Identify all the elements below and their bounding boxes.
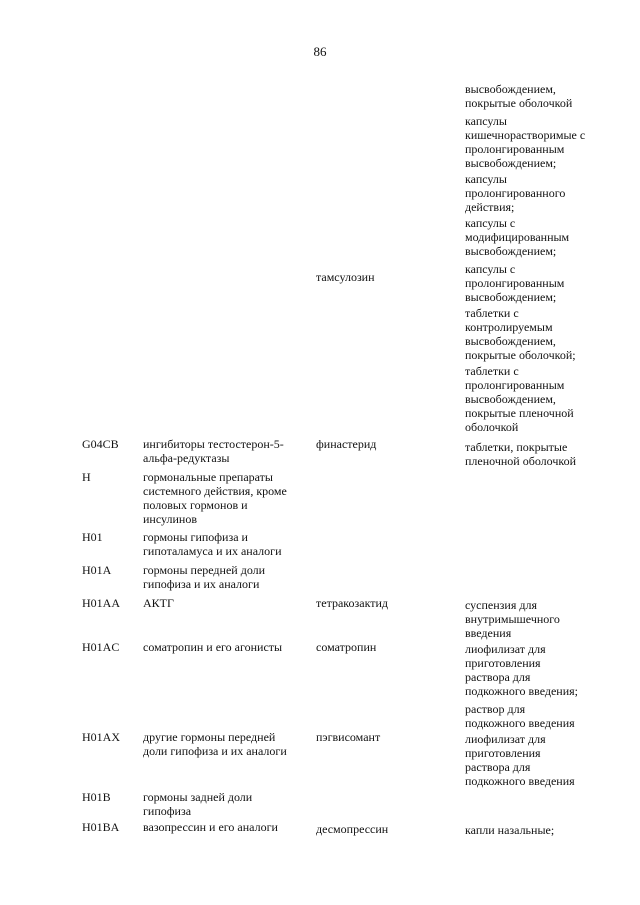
anatomical-therapeutic-group: гипофиза (143, 804, 192, 818)
dosage-form-line: пролонгированным (465, 276, 565, 290)
anatomical-therapeutic-group: вазопрессин и его аналоги (143, 820, 278, 834)
drug-name: соматропин (316, 640, 377, 654)
dosage-form-line: контролируемым (465, 320, 553, 334)
dosage-form-line: раствора для (465, 760, 531, 774)
dosage-form-line: подкожного введения (465, 774, 575, 788)
dosage-form-line: внутримышечного (465, 612, 560, 626)
anatomical-therapeutic-group: системного действия, кроме (143, 484, 287, 498)
drug-name: тамсулозин (316, 270, 375, 284)
dosage-form-line: таблетки с (465, 306, 519, 320)
anatomical-therapeutic-group: АКТГ (143, 596, 174, 610)
dosage-form-line: раствора для (465, 670, 531, 684)
dosage-form-line: капсулы с (465, 262, 516, 276)
dosage-form-line: покрытые оболочкой (465, 96, 573, 110)
dosage-form-line: лиофилизат для (465, 642, 546, 656)
anatomical-therapeutic-group: доли гипофиза и их аналоги (143, 744, 287, 758)
dosage-form-line: пролонгированным (465, 378, 565, 392)
dosage-form-line: капсулы с (465, 216, 516, 230)
dosage-form-line: покрытые пленочной (465, 406, 574, 420)
dosage-form-line: оболочкой (465, 420, 519, 434)
drug-name: пэгвисомант (316, 730, 381, 744)
page-number: 86 (313, 44, 327, 59)
dosage-form-line: высвобождением, (465, 334, 556, 348)
anatomical-therapeutic-group: гипоталамуса и их аналоги (143, 544, 282, 558)
dosage-form-line: покрытые оболочкой; (465, 348, 576, 362)
dosage-form-line: приготовления (465, 746, 541, 760)
atc-code: H01AX (82, 730, 120, 744)
dosage-form-line: раствор для (465, 702, 526, 716)
anatomical-therapeutic-group: гормоны гипофиза и (143, 530, 248, 544)
atc-code: G04CB (82, 437, 119, 451)
anatomical-therapeutic-group: соматропин и его агонисты (143, 640, 283, 654)
dosage-form-line: капсулы (465, 114, 507, 128)
drug-name: финастерид (316, 437, 377, 451)
dosage-form-line: суспензия для (465, 598, 537, 612)
dosage-form-line: подкожного введения (465, 716, 575, 730)
dosage-form-line: высвобождением; (465, 290, 557, 304)
atc-code: H01AA (82, 596, 120, 610)
dosage-form-line: приготовления (465, 656, 541, 670)
anatomical-therapeutic-group: гормоны задней доли (143, 790, 253, 804)
dosage-form-line: введения (465, 626, 512, 640)
dosage-form-line: действия; (465, 200, 515, 214)
drug-name: десмопрессин (316, 822, 389, 836)
dosage-form-line: капли назальные; (465, 823, 555, 837)
atc-code: H01 (82, 530, 103, 544)
anatomical-therapeutic-group: гормоны передней доли (143, 563, 266, 577)
anatomical-therapeutic-group: половых гормонов и (143, 498, 248, 512)
dosage-form-line: пролонгированного (465, 186, 566, 200)
dosage-form-line: модифицированным (465, 230, 570, 244)
dosage-form-line: таблетки с (465, 364, 519, 378)
anatomical-therapeutic-group: ингибиторы тестостерон-5- (143, 437, 284, 451)
atc-code: H01BA (82, 820, 120, 834)
dosage-form-line: капсулы (465, 172, 507, 186)
anatomical-therapeutic-group: инсулинов (143, 512, 197, 526)
dosage-form-line: пролонгированным (465, 142, 565, 156)
dosage-form-line: подкожного введения; (465, 684, 578, 698)
dosage-form-line: высвобождением, (465, 82, 556, 96)
atc-code: H01B (82, 790, 111, 804)
atc-code: H01A (82, 563, 112, 577)
dosage-form-line: высвобождением; (465, 244, 557, 258)
anatomical-therapeutic-group: гипофиза и их аналоги (143, 577, 260, 591)
atc-code: H (82, 470, 91, 484)
dosage-form-line: лиофилизат для (465, 732, 546, 746)
dosage-form-line: таблетки, покрытые (465, 440, 568, 454)
drug-name: тетракозактид (316, 596, 389, 610)
anatomical-therapeutic-group: гормональные препараты (143, 470, 273, 484)
anatomical-therapeutic-group: другие гормоны передней (143, 730, 276, 744)
dosage-form-line: пленочной оболочкой (465, 454, 577, 468)
atc-code: H01AC (82, 640, 120, 654)
anatomical-therapeutic-group: альфа-редуктазы (143, 451, 230, 465)
dosage-form-line: высвобождением, (465, 392, 556, 406)
dosage-form-line: высвобождением; (465, 156, 557, 170)
dosage-form-line: кишечнорастворимые с (465, 128, 586, 142)
